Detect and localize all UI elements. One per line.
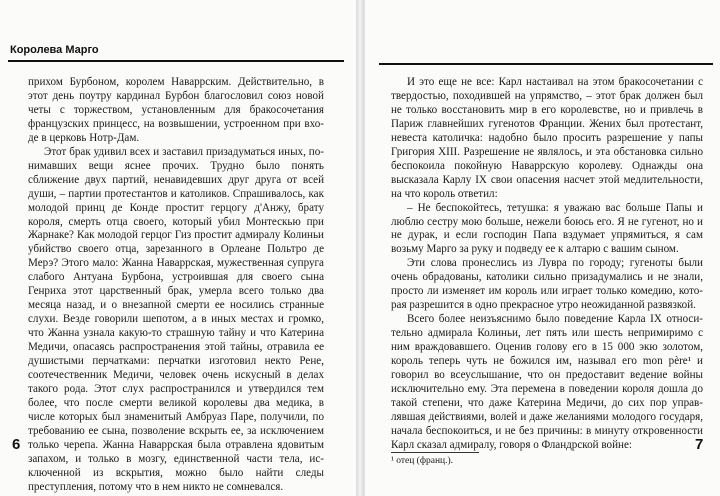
right-page <box>364 0 720 496</box>
paragraph: прихом Бурбоном, королем Наваррским. Действительно, в этот день поутру кардинал Бурбон благословил союз новой четы с торжеством, установленным для бракосочетания французских принцесс, на возвышении, устроенном при входе в церковь Нотр-Дам. <box>28 76 324 144</box>
paragraph: Этот брак удивил всех и заставил призадуматься иных, понимавших вещи яснее прочих. Трудно было понять сближение двух партий, ненавидевших друг друга от всей души, – партии протестантов и католиков. Спрашивалось, как молодой принц де Конде простит герцогу д'Анжу, брату короля, смерть отца своего, который убил Монтескью при Жарнаке? Как молодой герцог Гиз простит адмиралу Колиньи убийство своего отца, зарезанного в Орлеане Польтро де Мерэ? Этого мало: Жанна Наваррская, мужественная супруга слабого Антуана Бурбона, устроившая для своего сына Генриха этот царственный брак, умерла всего только два месяца назад, и о внезапной смерти ее носились странные слухи. Везде говорили шепотом, а в иных местах и громко, что Жанна узнала какую-то страшную тайну и что Катерина Медичи, опасаясь распространения этой тайны, отравила ее душистыми перчатками: перчатки изготовил некто Рене, соотечественник Медичи, человек очень искусный в делах такого рода. Этот слух распространился и утвердился тем более, что после смерти великой королевы два медика, в числе которых был знаменитый Амбруаз Паре, получили, по требованию ее сына, позволение вскрыть ее, за исключением только черепа. Жанна Наваррская была отравлена ядовитым запахом, и только в мозгу, единственной части тела, исключенной из вскрытия, можно было найти следы преступления, потому что в нем никто не сомневался. <box>28 145 324 493</box>
left-page <box>0 0 357 496</box>
left-page-text <box>28 76 324 495</box>
page-number-left: 6 <box>12 436 21 453</box>
header-rule <box>379 63 713 65</box>
footnote: ¹ отец (франц.). <box>391 456 454 466</box>
paragraph: – Не беспокойтесь, тетушка: я уважаю вас больше Папы и люблю сестру мою больше, нежели боюсь его. Я не гугенот, но и не дурак, и если господин Папа вздумает упрямиться, я сам возьму Марго за руку и подведу ее к алтарю с вашим сыном. <box>391 201 703 256</box>
paragraph: И это еще не все: Карл настаивал на этом бракосочетании с твердостью, походившей на упрямство, – этот брак должен был не только восстановить мир в его королевстве, но и привлечь в Париж главнейших гугенотов Франции. Жених был протестант, невеста католичка: надобно было просить разрешение у папы Григория XIII. Разрешение не являлось, и эта обстановка сильно беспокоила покойную Наваррскую королеву. Однажды она высказала Карлу IX свои опасения насчет этой медлительности, на что король ответил: <box>391 76 703 200</box>
footnote-rule <box>391 452 479 453</box>
right-page-text <box>391 76 703 453</box>
header-rule <box>8 60 344 62</box>
book-gutter <box>356 0 364 496</box>
page-number-right: 7 <box>695 436 704 453</box>
paragraph: Всего более неизъяснимо было поведение Карла IX относительно адмирала Колиньи, лет пять или шесть непримиримо с ним враждовавшего. Оценив голову его в 15 000 экю золотом, король теперь чуть не божился им, называл его mon père¹ и говорил во всеуслышание, что он предоставит ведение войны исключительно ему. Эта перемена в поведении короля дошла до такой степени, что даже Катерина Медичи, до сих пор управлявшая действиями, волей и даже желаниями молодого государя, начала беспокоиться, и не без причины: в минуту откровенности Карл сказал адмиралу, говоря о Фландрской войне: <box>391 313 703 451</box>
running-head: Королева Марго <box>10 44 99 56</box>
paragraph: Эти слова пронеслись из Лувра по городу; гугеноты были очень обрадованы, католики сильно призадумались и не знали, просто ли изменяет им король или играет только комедию, которая разрешится в одно прекрасное утро неожиданной развязкой. <box>391 257 703 312</box>
